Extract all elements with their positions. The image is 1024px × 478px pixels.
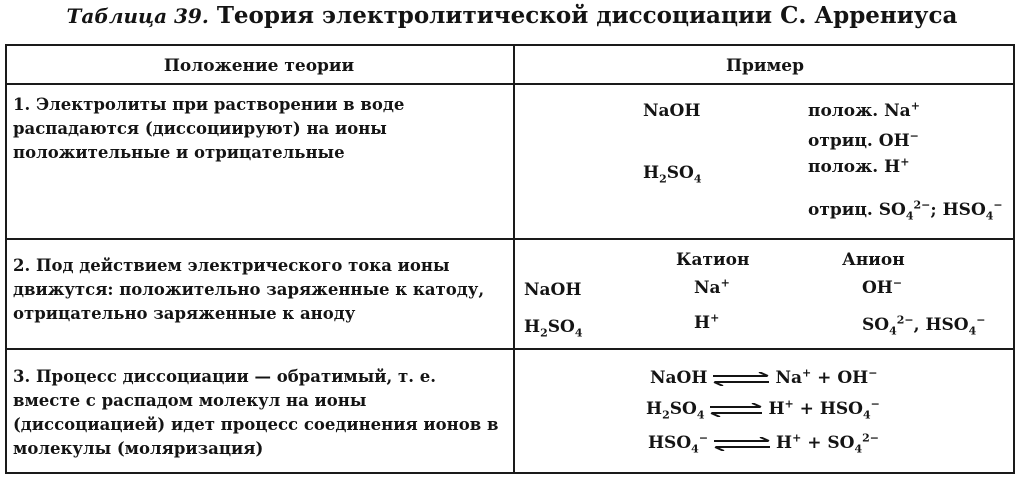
row-1-h2so4: $H_2SO_4$ <box>643 163 702 186</box>
row-1-h2so4-negative: отриц. $SO_4^{2-}$; $HSO_4^-$ <box>808 198 1003 223</box>
row-divider-2 <box>5 348 1015 350</box>
equilibrium-arrow-icon <box>712 437 772 451</box>
row-2-h2so4-anion: $SO_4^{2-}$, $HSO_4^-$ <box>862 313 986 338</box>
row-2-naoh-cation: Na+ <box>694 276 730 298</box>
equation-1: NaOH Na+ + OH− <box>650 366 878 388</box>
row-1-h2so4-positive: полож. H+ <box>808 155 910 177</box>
header-theory: Положение теории <box>163 56 355 76</box>
row-1-naoh-positive: полож. Na+ <box>808 99 920 121</box>
row-2-h2so4-cation: H+ <box>694 311 720 333</box>
title-main: Теория электролитической диссоциации С. Аррениуса <box>216 2 958 29</box>
column-divider <box>513 44 515 474</box>
equation-2: $H_2SO_4$ $H^+ + HSO_4^-$ <box>646 397 880 422</box>
equation-3: $HSO_4^-$ $H^+ + SO_4^{2-}$ <box>648 431 880 456</box>
header-example: Пример <box>725 56 805 76</box>
header-divider <box>5 83 1015 85</box>
row-2-text: 2. Под действием электрического тока ионы движутся: положительно заряженные к катоду, отрицательно заряженные к аноду <box>13 256 485 323</box>
row-2-naoh-anion: OH− <box>862 276 903 298</box>
page-title <box>0 2 1024 29</box>
row-2-h2so4: $H_2SO_4$ <box>524 317 583 340</box>
equilibrium-arrow-icon <box>711 372 771 386</box>
row-1-text: 1. Электролиты при растворении в воде распадаются (диссоциируют) на ионы положительные и отрицательные <box>13 95 405 162</box>
row-2-anion-header: Анион <box>842 250 905 270</box>
title-lead: Таблица 39. <box>66 4 209 28</box>
row-2-cation-header: Катион <box>676 250 750 270</box>
row-1-naoh-negative: отриц. OH− <box>808 129 919 151</box>
row-1-naoh: NaOH <box>643 101 701 121</box>
row-3-text: 3. Процесс диссоциации — обратимый, т. е. вместе с распадом молекул на ионы (диссоциацией) идет процесс соединения ионов в молекулы (моляризация) <box>13 367 499 458</box>
row-divider-1 <box>5 238 1015 240</box>
equilibrium-arrow-icon <box>708 403 764 417</box>
row-2-naoh: NaOH <box>524 280 582 300</box>
